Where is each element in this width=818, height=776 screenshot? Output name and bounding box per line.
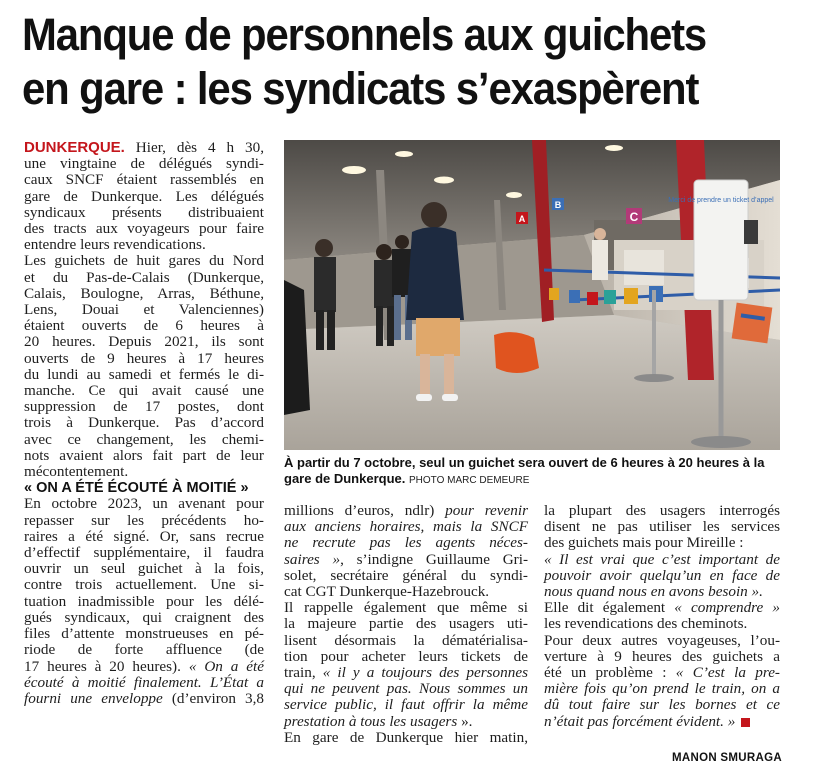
article-line: tion pour acheter leurs tickets de [284,647,528,665]
article-line: « Il est vrai que c’est important de [544,550,780,568]
article-line: tuation inadmissible pour les délé- [24,592,264,610]
ceiling-light [434,177,454,184]
article-line: gués syndicaux, qui craignent des [24,608,264,626]
article-line: ouverts de 9 heures à 17 heures [24,349,264,367]
ticket-sign-label: Merci de prendre un ticket d’appel [668,197,774,204]
person [421,202,447,228]
author-byline: MANON SMURAGA [672,752,782,764]
counter-letter: C [629,210,639,224]
article-line: 20 heures. Depuis 2021, ils sont [24,333,264,351]
article-line [544,714,780,730]
article-line: repasser sur les précédents ho- [24,511,264,529]
article-line: suppression de 17 postes, dont [24,398,264,416]
article-line: la majeure partie des usagers uti- [284,615,528,633]
article-line: lisent désormais la dématérialisa- [284,631,528,649]
quote-run: prestation à tous les usagers [284,712,458,730]
article-line: caux SNCF étaient rassemblés en [24,171,264,189]
article-line: nots avaient alors fait part de leur [24,446,264,464]
person [315,239,333,257]
article-line: Lens, Douai et Valenciennes) [24,301,264,319]
article-column-1 [24,140,264,707]
ceiling-light [506,192,522,198]
end-of-article-mark [741,718,750,727]
article-line: entendre leurs revendications. [24,236,206,254]
quote-run: « comprendre » [674,599,780,617]
caption-text: À partir du 7 octobre, seul un guichet sera ouvert de 6 heures à 20 heures à la gare de Dunkerque. [284,455,765,486]
article-column-2 [284,503,528,746]
article-line: verture à 9 heures des guichets a [544,647,780,665]
article-line: En octobre 2023, un avenant pour [24,495,264,513]
article-line: mécontentement. [24,463,129,481]
photo-caption [284,455,780,489]
article-line: Calais, Boulogne, Arras, Béthune, [24,284,264,302]
quote-run: « C’est la pre- [675,664,780,682]
article-line: avec ce changement, les chemi- [24,430,264,448]
text-run: train, [284,664,323,682]
article-line [24,140,264,156]
person [395,235,409,249]
person [376,244,392,260]
article-line: trois à Dunkerque. Pas d’accord [24,414,264,432]
article-line: du lundi au samedi et fermés le di- [24,365,264,383]
article-photo [284,140,780,450]
quote-run: fourni une enveloppe [24,689,172,707]
article-line: d’effectif supplémentaire, il faudra [24,544,264,562]
ceiling-light [395,151,413,157]
article-line: des guichets mais pour Mireille : [544,534,744,552]
dateline: DUNKERQUE. [24,139,125,156]
article-line: service public, il faut offrir la même [284,696,528,714]
article-line: qui ne peuvent pas. Nous sommes un [284,680,528,698]
article-line: files d’attente monstrueuses en pé- [24,625,264,643]
article-line [24,659,264,675]
counter-letter: B [554,200,562,210]
article-line: ne recrute pas les agents néces- [284,534,528,552]
article-line: solet, secrétaire général du syndi- [284,566,528,584]
article-line: écouté à moitié finalement. L’État a [24,673,264,691]
paragraph-3 [24,496,264,707]
paragraph-2 [24,253,264,480]
article-line: ouvrir un seul guichet à la fois, [24,560,264,578]
text-run: millions d’euros, ndlr) [284,502,446,519]
article-line: Les guichets de huit gares du Nord [24,252,264,270]
text-run: été un problème : [544,664,676,682]
article-line: des tracts aux voyageurs pour faire [24,220,264,238]
article-line: étaient ouverts de 6 heures à [24,317,264,335]
text-run: 17 heures à 20 heures). [24,657,189,675]
station-hall-image [284,140,780,450]
article-line: gare de Dunkerque. Les délégués [24,187,264,205]
article-line [284,714,528,730]
article-line: la plupart des usagers interrogés [544,502,780,519]
text-run: Hier, dès 4 h 30, [135,139,265,156]
ceiling-light [605,145,623,151]
article-line: les revendications des cheminots. [544,615,748,633]
article-line [544,665,780,681]
text-run: , s’indigne Guillaume Gri- [340,550,528,568]
text-run: (d’environ 3,8 [171,689,265,707]
article-line: et du Pas-de-Calais (Dunkerque, [24,268,264,286]
article-line: Pour deux autres voyageuses, l’ou- [544,631,780,649]
subheading: « ON A ÉTÉ ÉCOUTÉ À MOITIÉ » [24,480,249,497]
article-line [284,552,528,568]
quote-run: « il y a toujours des personnes [322,664,528,682]
article-line: syndicaux présents distribuaient [24,203,264,221]
ceiling-light [342,166,366,174]
article-line: une vingtaine de délégués syndi- [24,155,264,173]
article-line: pouvoir avoir quelqu’un en face de [544,566,780,584]
bag [494,332,539,373]
article-line: aux anciens horaires, mais la SNCF [284,518,528,536]
headline-line-1: Manque de personnels aux guichets [22,9,707,60]
article-line: raires a été signé. Or, sans recrue [24,527,264,545]
paragraph-1 [24,140,264,253]
article-line: nous quand nous en avons besoin ». [544,583,763,601]
article-line: dû tout faire sur les bornes et ce [544,696,780,714]
article-column-3 [544,503,780,730]
quote-run: « On a été [188,657,264,675]
counter-letter: A [518,214,526,224]
quote-run: saires » [284,550,341,568]
article-line: contre trois actuellement. Une si- [24,576,264,594]
article-line [24,691,264,707]
article-line: Il rappelle également que même si [284,599,528,617]
article-line: cat CGT Dunkerque-Hazebrouck. [284,583,490,601]
article-line: En gare de Dunkerque hier matin, [284,728,528,746]
article-line: mière fois qu’on prend le train, on a [544,680,780,698]
headline [22,8,747,116]
article-line: disent ne pas utiliser les services [544,518,780,536]
article-line: riode de forte affluence (de [24,641,264,659]
article-line [544,600,780,616]
article-line: manche. Ce qui avait causé une [24,382,264,400]
article-line [284,503,528,519]
article-line [284,665,528,681]
headline-line-2: en gare : les syndicats s’exaspèrent [22,63,699,114]
text-run: Elle dit également [544,599,675,617]
quote-run: pour revenir [445,502,528,519]
text-run: ». [457,712,473,730]
photo-credit: PHOTO MARC DEMEURE [409,475,530,486]
quote-run: n’était pas forcément évident. » [544,712,736,730]
